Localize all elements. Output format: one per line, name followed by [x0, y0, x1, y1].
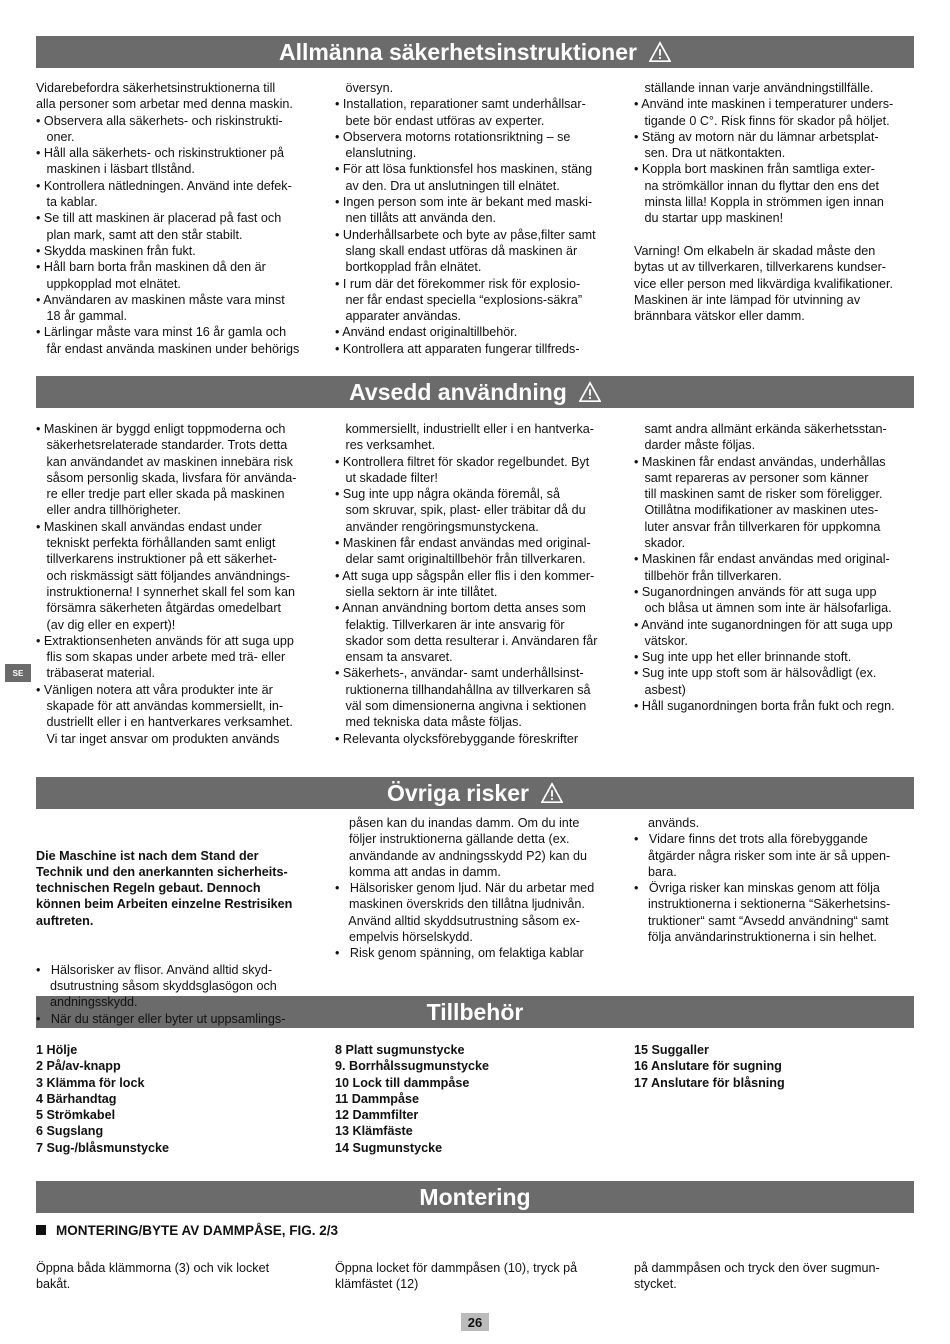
text-line: • Vidare finns det trots alla förebyggande [634, 832, 868, 847]
text-line: 13 Klämfäste [335, 1124, 413, 1139]
text-line: • I rum där det förekommer risk för explosio- [335, 276, 581, 291]
text-line: används. [634, 816, 700, 830]
text-line: alla personer som arbetar med denna maskin. [36, 97, 293, 112]
text-line: du startar upp maskinen! [634, 211, 784, 226]
text-line: • Sug inte upp het eller brinnande stoft. [634, 650, 852, 665]
text-line: • Hälsorisker genom ljud. När du arbetar med [335, 881, 595, 896]
text-line: påsen kan du inandas damm. Om du inte [335, 816, 580, 830]
text-line: nen tillåts att använda den. [335, 211, 497, 226]
text-line: plan mark, samt att den står stabilt. [36, 227, 243, 242]
text-line: auftreten. [36, 913, 94, 928]
text-line: können beim Arbeiten einzelne Restrisiken [36, 897, 293, 912]
s1-column-3 [634, 80, 893, 324]
text-line: åtgärder några risker som inte är så uppen- [634, 848, 891, 863]
text-line: tekniskt perfekta förhållanden samt enligt [36, 536, 276, 551]
text-line: • Hälsorisker av flisor. Använd alltid skyd- [36, 962, 273, 977]
section-title: Montering [419, 1183, 531, 1210]
text-line: • Maskinen får endast användas med original- [335, 536, 591, 551]
text-line: Otillåtna modifikationer av maskinen utes- [634, 503, 879, 518]
text-line: på dammpåsen och tryck den över sugmun- [634, 1261, 880, 1275]
text-line: skador som detta resulterar i. Användaren får [335, 633, 598, 648]
text-line: • Risk genom spänning, om felaktiga kablar [335, 946, 584, 961]
text-line: • Maskinen skall användas endast under [36, 519, 262, 534]
text-line: ut skadade filter! [335, 470, 438, 485]
text-line: komma att andas in damm. [335, 864, 501, 879]
s3-column-2 [335, 815, 594, 962]
s3-column-1 [36, 815, 292, 1043]
text-line: 4 Bärhandtag [36, 1091, 117, 1106]
text-line: 12 Dammfilter [335, 1108, 419, 1123]
text-line: • Observera motorns rotationsriktning – se [335, 129, 571, 144]
subheading [36, 1223, 338, 1238]
text-line: na strömkällor innan du flyttar den ens det [634, 178, 880, 193]
text-line: • Se till att maskinen är placerad på fast och [36, 211, 282, 226]
text-line: 6 Sugslang [36, 1124, 104, 1139]
text-line: ensam ta ansvaret. [335, 650, 453, 665]
text-line: instruktionerna! I synnerhet skall fel som kan [36, 584, 295, 599]
text-line: • Maskinen får endast användas, underhållas [634, 454, 886, 469]
language-tab: SE [5, 664, 31, 682]
text-line: • Håll barn borta från maskinen då den är [36, 260, 266, 275]
text-line: • Kontrollera att apparaten fungerar tillfreds- [335, 341, 580, 356]
text-line: Använd alltid skyddsutrustning såsom ex- [335, 913, 580, 928]
text-line: maskinen i läsbart tllstånd. [36, 162, 195, 177]
section-title-bar [36, 36, 914, 68]
text-line: 2 På/av-knapp [36, 1059, 121, 1074]
text-line: 16 Anslutare för sugning [634, 1059, 782, 1074]
text-line: ruktionerna tillhandahållna av tillverkaren så [335, 682, 591, 697]
text-line: oner. [36, 129, 75, 144]
text-line: • Relevanta olycksförebyggande föreskrifter [335, 731, 579, 746]
text-line: 18 år gammal. [36, 309, 127, 324]
text-line: 3 Klämma för lock [36, 1075, 145, 1090]
text-line: • Observera alla säkerhets- och riskinstrukti- [36, 113, 283, 128]
text-line: kommersiellt, industriellt eller i en hantverka- [335, 422, 594, 436]
text-line: • Vänligen notera att våra produkter inte är [36, 682, 273, 697]
text-line: empelvis hörselskydd. [335, 930, 473, 945]
s1-column-2 [335, 80, 596, 357]
section-title: Avsedd användning [349, 378, 567, 405]
text-line: kan användandet av maskinen innebära risk [36, 454, 293, 469]
text-line: tillverkarens instruktioner på ett säkerhet- [36, 552, 277, 567]
text-line: • Annan användning bortom detta anses som [335, 601, 586, 616]
text-line: • Kontrollera filtret för skador regelbundet. Byt [335, 454, 590, 469]
text-line: skador. [634, 536, 686, 551]
text-line: dsutrustning såsom skyddsglasögon och [36, 978, 277, 993]
text-line: skapade för att användas kommersiellt, in- [36, 699, 284, 714]
text-line: elanslutning. [335, 146, 417, 161]
text-line: får endast använda maskinen under behörigs [36, 341, 300, 356]
text-line: samt repareras av personer som känner [634, 470, 869, 485]
text-line: Technik und den anerkannten sicherheits- [36, 864, 288, 879]
text-line: dustriellt eller i en hantverkares verksamhet. [36, 715, 293, 730]
text-line: • Maskinen får endast användas med original- [634, 552, 890, 567]
text-line: Öppna locket för dammpåsen (10), tryck på [335, 1261, 578, 1275]
text-line: • Koppla bort maskinen från samtliga exter- [634, 162, 876, 177]
page-number: 26 [461, 1313, 489, 1331]
text-line: andningsskydd. [36, 995, 138, 1010]
text-line: bortkopplad från elnätet. [335, 260, 482, 275]
s5-column-1 [36, 1260, 269, 1293]
text-line: • För att lösa funktionsfel hos maskinen, stäng [335, 162, 593, 177]
text-line: • När du stänger eller byter ut uppsamlings- [36, 1011, 286, 1026]
text-line: Vidarebefordra säkerhetsinstruktionerna till [36, 81, 276, 95]
text-line: res verksamhet. [335, 438, 436, 453]
text-line: re eller tredje part eller skada på maskinen [36, 487, 285, 502]
s3-column-1-list [36, 962, 292, 1027]
text-line: och blåsa ut ämnen som inte är hälsofarliga. [634, 601, 892, 616]
text-line: bytas ut av tillverkaren, tillverkarens kundser- [634, 260, 886, 275]
text-line: säkerhetsrelaterade standarder. Trots detta [36, 438, 288, 453]
text-line: följa användarinstruktionerna i sin helhet. [634, 930, 877, 945]
text-line: Vi tar inget ansvar om produkten används [36, 731, 280, 746]
text-line: (av dig eller en expert)! [36, 617, 176, 632]
text-line: • Installation, reparationer samt underhållsar- [335, 97, 586, 112]
text-line: ta kablar. [36, 195, 98, 210]
text-line: instruktionerna i sektionerna “Säkerhetsins- [634, 897, 891, 912]
text-line: stycket. [634, 1277, 677, 1292]
text-line: Öppna båda klämmorna (3) och vik locket [36, 1261, 270, 1275]
text-line: felaktig. Tillverkaren är inte ansvarig för [335, 617, 565, 632]
text-line: tigande 0 C°. Risk finns för skador på höljet. [634, 113, 890, 128]
parts-list-1 [36, 1042, 169, 1156]
text-line: • Stäng av motorn när du lämnar arbetsplat- [634, 129, 879, 144]
text-line: Maskinen är inte lämpad för utvinning av [634, 292, 861, 307]
text-line: 11 Dammpåse [335, 1091, 420, 1106]
text-line: luter ansvar från tillverkaren för uppkomna [634, 519, 881, 534]
text-line: Die Maschine ist nach dem Stand der [36, 848, 259, 863]
text-line: bara. [634, 864, 677, 879]
square-bullet-icon [36, 1225, 46, 1235]
s5-column-2 [335, 1260, 577, 1293]
text-line: väl som dimensionerna angivna i sektionen [335, 699, 587, 714]
section-title-bar [36, 777, 914, 809]
text-line: 15 Suggaller [634, 1043, 709, 1057]
text-line: 17 Anslutare för blåsning [634, 1075, 785, 1090]
text-line: 10 Lock till dammpåse [335, 1075, 470, 1090]
text-line: av den. Dra ut anslutningen till elnätet. [335, 178, 560, 193]
text-line: såsom personlig skada, livsfara för använda- [36, 470, 297, 485]
text-line: vice eller person med likvärdiga kvalifikationer. [634, 276, 893, 291]
text-line: • Håll alla säkerhets- och riskinstruktioner på [36, 146, 284, 161]
text-line: • Användaren av maskinen måste vara minst [36, 292, 285, 307]
text-line: brännbara vätskor eller damm. [634, 309, 805, 324]
text-line: flis som skapas under arbete med trä- eller [36, 650, 286, 665]
text-line: och riskmässigt sätt följandes användnings- [36, 568, 291, 583]
s3-intro-bold [36, 848, 292, 929]
text-line: • Lärlingar måste vara minst 16 år gamla och [36, 325, 287, 340]
warning-triangle-icon [649, 41, 671, 63]
text-line: Varning! Om elkabeln är skadad måste den [634, 243, 876, 258]
text-line: truktioner“ samt “Avsedd användning“ samt [634, 913, 889, 928]
text-line: • Suganordningen används för att suga upp [634, 584, 877, 599]
text-line: ställande innan varje användningstillfälle. [634, 81, 874, 95]
s5-column-3 [634, 1260, 880, 1293]
text-line: • Skydda maskinen från fukt. [36, 243, 196, 258]
text-line: • Säkerhets-, användar- samt underhållsinst- [335, 666, 584, 681]
s2-column-1 [36, 421, 296, 747]
text-line: följer instruktionerna gällande detta (ex. [335, 832, 570, 847]
text-line: • Extraktionsenheten används för att suga upp [36, 633, 294, 648]
text-line: maskinen överskrids den tillåtna ljudnivån. [335, 897, 585, 912]
text-line: vätskor. [634, 633, 688, 648]
text-line: användande av andningsskydd P2) kan du [335, 848, 588, 863]
text-line: som skruvar, spik, plast- eller träbitar då du [335, 503, 586, 518]
s2-column-3 [634, 421, 895, 714]
text-line: apparater användas. [335, 309, 462, 324]
text-line: • Att suga upp sågspån eller flis i den kommer- [335, 568, 595, 583]
warning-triangle-icon [541, 782, 563, 804]
text-line: använder rengöringsmunstyckena. [335, 519, 539, 534]
warning-triangle-icon [579, 381, 601, 403]
text-line: översyn. [335, 81, 394, 95]
text-line: 9. Borrhålssugmunstycke [335, 1059, 489, 1074]
text-line: med tekniska data måste följas. [335, 715, 522, 730]
text-line [634, 227, 893, 243]
text-line: • Använd inte suganordningen för att suga upp [634, 617, 893, 632]
text-line: 14 Sugmunstycke [335, 1140, 443, 1155]
text-line: technischen Regeln gebaut. Dennoch [36, 881, 261, 896]
section-title: Tillbehör [426, 998, 524, 1025]
text-line: tillbehör från tillverkaren. [634, 568, 782, 583]
text-line: klämfästet (12) [335, 1277, 419, 1292]
text-line: samt andra allmänt erkända säkerhetsstan- [634, 422, 887, 436]
text-line: 5 Strömkabel [36, 1108, 116, 1123]
text-line: • Håll suganordningen borta från fukt och regn. [634, 699, 895, 714]
text-line: bete bör endast utföras av experter. [335, 113, 545, 128]
text-line: uppkopplad mot elnätet. [36, 276, 181, 291]
text-line: eller andra tillhörigheter. [36, 503, 181, 518]
subheading-text: MONTERING/BYTE AV DAMMPÅSE, FIG. 2/3 [56, 1223, 339, 1238]
text-line: darder måste följas. [634, 438, 756, 453]
s1-column-1 [36, 80, 299, 357]
text-line: • Använd endast originaltillbehör. [335, 325, 518, 340]
text-line: • Övriga risker kan minskas genom att följa [634, 881, 880, 896]
text-line: ner får endast speciella “explosions-säkra” [335, 292, 583, 307]
text-line: försämra säkerheten åtgärdas omedelbart [36, 601, 282, 616]
text-line: delar samt originaltillbehör från tillverkaren. [335, 552, 586, 567]
text-line: 7 Sug-/blåsmunstycke [36, 1140, 169, 1155]
text-line: 8 Platt sugmunstycke [335, 1043, 465, 1057]
section-title: Övriga risker [387, 779, 529, 806]
text-line: • Ingen person som inte är bekant med maski- [335, 195, 593, 210]
text-line: till maskinen samt de risker som föreligger. [634, 487, 883, 502]
parts-list-2 [335, 1042, 489, 1156]
text-line: • Maskinen är byggd enligt toppmoderna och [36, 422, 286, 436]
section-title-bar [36, 1181, 914, 1213]
text-line: 1 Hölje [36, 1043, 78, 1057]
text-line: • Sug inte upp stoft som är hälsovådligt (ex. [634, 666, 877, 681]
text-line: • Använd inte maskinen i temperaturer unders- [634, 97, 894, 112]
text-line: siella sektorn är inte tillåtet. [335, 584, 498, 599]
text-line: • Underhållsarbete och byte av påse,filter samt [335, 227, 596, 242]
text-line: minsta lilla! Koppla in strömmen igen innan [634, 195, 884, 210]
text-line: sen. Dra ut nätkontakten. [634, 146, 786, 161]
section-title-bar [36, 376, 914, 408]
text-line: • Kontrollera nätledningen. Använd inte defek- [36, 178, 292, 193]
section-title: Allmänna säkerhetsinstruktioner [279, 38, 637, 65]
text-line: • Sug inte upp några okända föremål, så [335, 487, 560, 502]
text-line: asbest) [634, 682, 686, 697]
text-line: träbaserat material. [36, 666, 155, 681]
text-line: slang skall endast utföras då maskinen är [335, 243, 578, 258]
s3-column-3 [634, 815, 890, 945]
s2-column-2 [335, 421, 598, 747]
parts-list-3 [634, 1042, 785, 1091]
text-line: bakåt. [36, 1277, 71, 1292]
